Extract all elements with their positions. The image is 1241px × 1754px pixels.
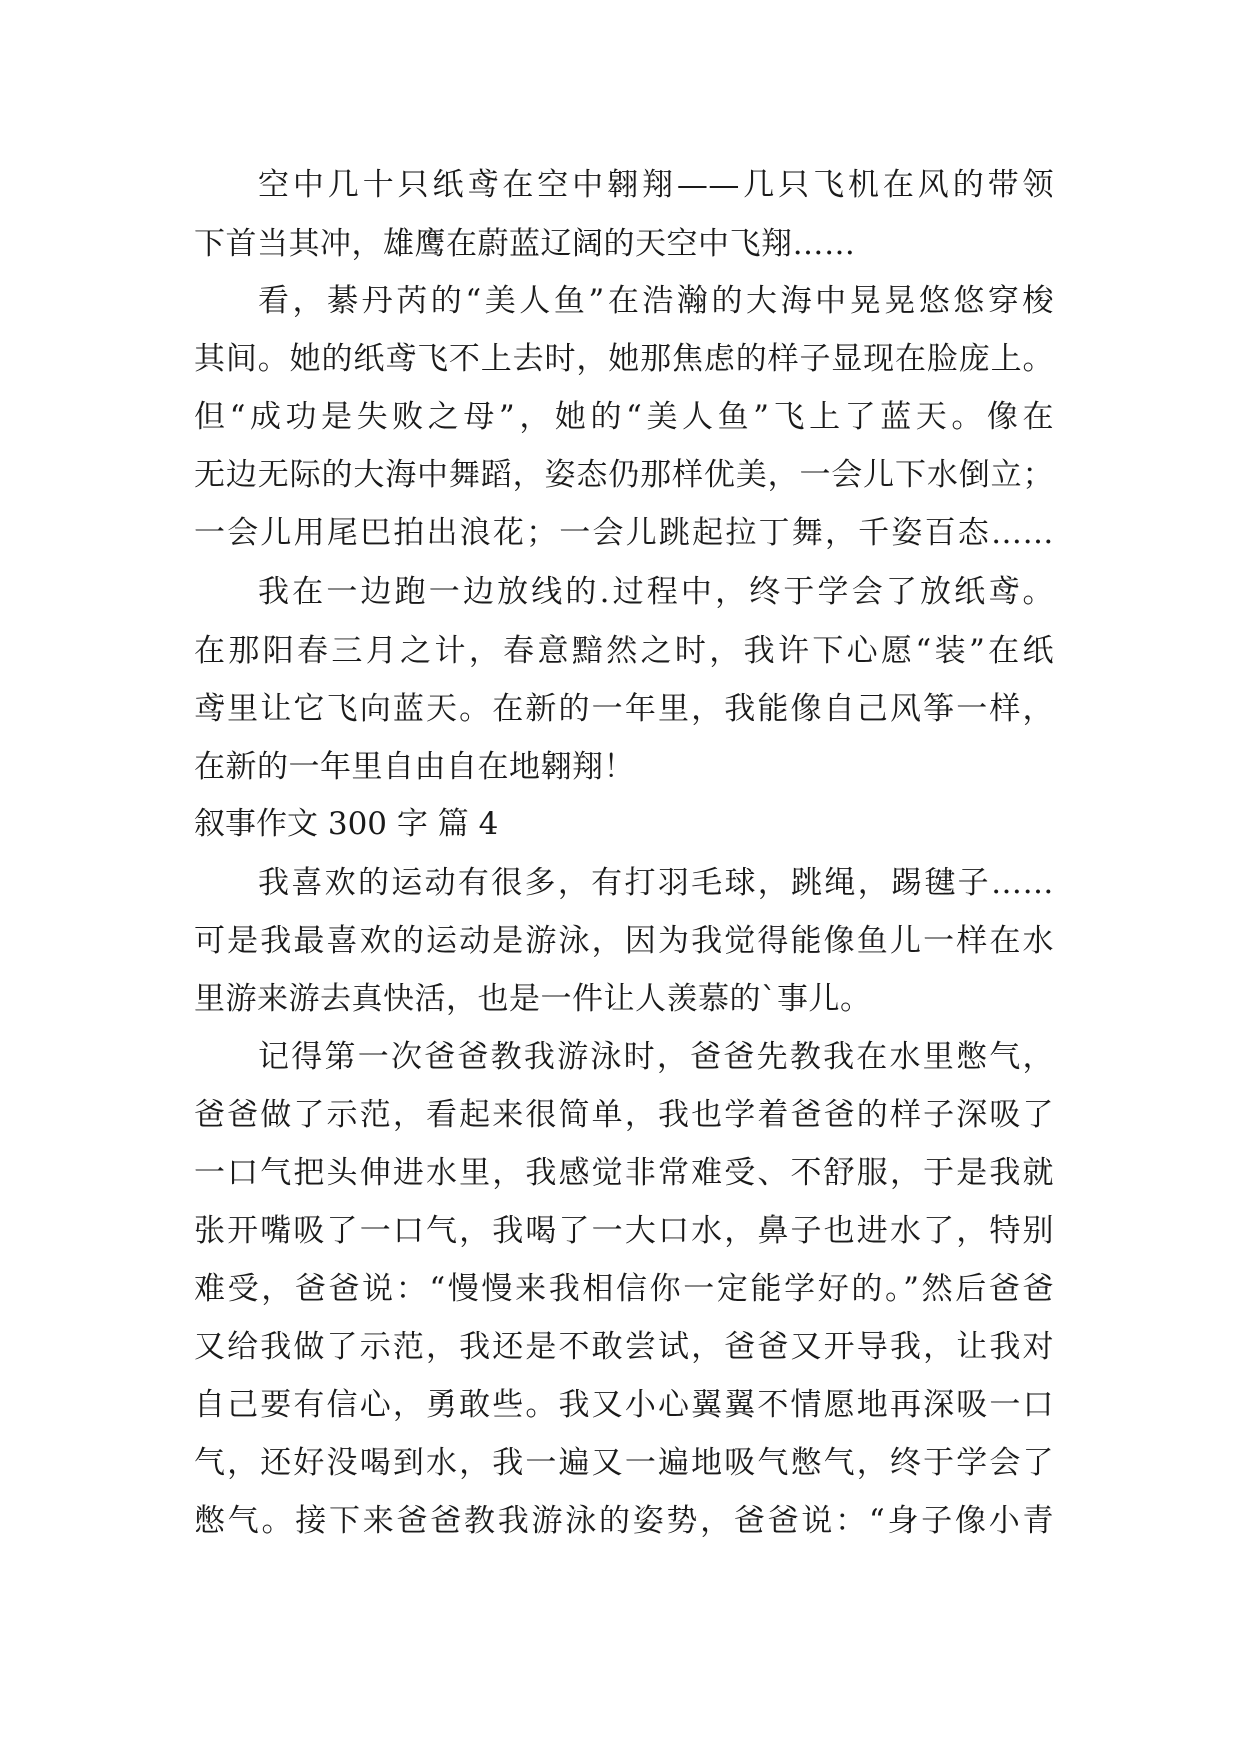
paragraph-line: 憋气。接下来爸爸教我游泳的姿势，爸爸说：“身子像小青 <box>194 1503 1054 1539</box>
paragraph-line: 可是我最喜欢的运动是游泳，因为我觉得能像鱼儿一样在水 <box>194 923 1054 959</box>
paragraph-line: 气，还好没喝到水，我一遍又一遍地吸气憋气，终于学会了 <box>194 1445 1054 1481</box>
paragraph-line: 在那阳春三月之计，春意黯然之时，我许下心愿“装”在纸 <box>194 633 1054 669</box>
paragraph-line: 一口气把头伸进水里，我感觉非常难受、不舒服，于是我就 <box>194 1155 1054 1191</box>
paragraph-line: 在新的一年里自由自在地翱翔！ <box>194 749 635 785</box>
paragraph-line: 空中几十只纸鸢在空中翱翔——几只飞机在风的带领 <box>258 167 1054 203</box>
paragraph-line: 但“成功是失败之母”，她的“美人鱼”飞上了蓝天。像在 <box>194 399 1054 435</box>
paragraph-line: 难受，爸爸说：“慢慢来我相信你一定能学好的。”然后爸爸 <box>194 1271 1054 1307</box>
paragraph-line: 里游来游去真快活，也是一件让人羡慕的`事儿。 <box>194 981 872 1017</box>
paragraph-line: 无边无际的大海中舞蹈，姿态仍那样优美，一会儿下水倒立； <box>194 457 1054 493</box>
paragraph-line: 张开嘴吸了一口气，我喝了一大口水，鼻子也进水了，特别 <box>194 1213 1054 1249</box>
paragraph-line: 我在一边跑一边放线的.过程中，终于学会了放纸鸢。 <box>258 574 1054 610</box>
paragraph-line: 爸爸做了示范，看起来很简单，我也学着爸爸的样子深吸了 <box>194 1097 1054 1133</box>
paragraph-line: 记得第一次爸爸教我游泳时，爸爸先教我在水里憋气， <box>258 1039 1054 1075</box>
paragraph-line: 又给我做了示范，我还是不敢尝试，爸爸又开导我，让我对 <box>194 1329 1054 1365</box>
section-heading: 叙事作文 300 字 篇 4 <box>194 806 499 842</box>
paragraph-line: 鸢里让它飞向蓝天。在新的一年里，我能像自己风筝一样， <box>194 691 1054 727</box>
paragraph-line: 自己要有信心，勇敢些。我又小心翼翼不情愿地再深吸一口 <box>194 1387 1054 1423</box>
paragraph-line: 其间。她的纸鸢飞不上去时，她那焦虑的样子显现在脸庞上。 <box>194 341 1054 377</box>
paragraph-line: 下首当其冲，雄鹰在蔚蓝辽阔的天空中飞翔…… <box>194 226 856 262</box>
paragraph-line: 一会儿用尾巴拍出浪花；一会儿跳起拉丁舞，千姿百态…… <box>194 515 1054 551</box>
paragraph-line: 我喜欢的运动有很多，有打羽毛球，跳绳，踢毽子…… <box>258 865 1054 901</box>
paragraph-line: 看，綦丹芮的“美人鱼”在浩瀚的大海中晃晃悠悠穿梭 <box>258 283 1054 319</box>
